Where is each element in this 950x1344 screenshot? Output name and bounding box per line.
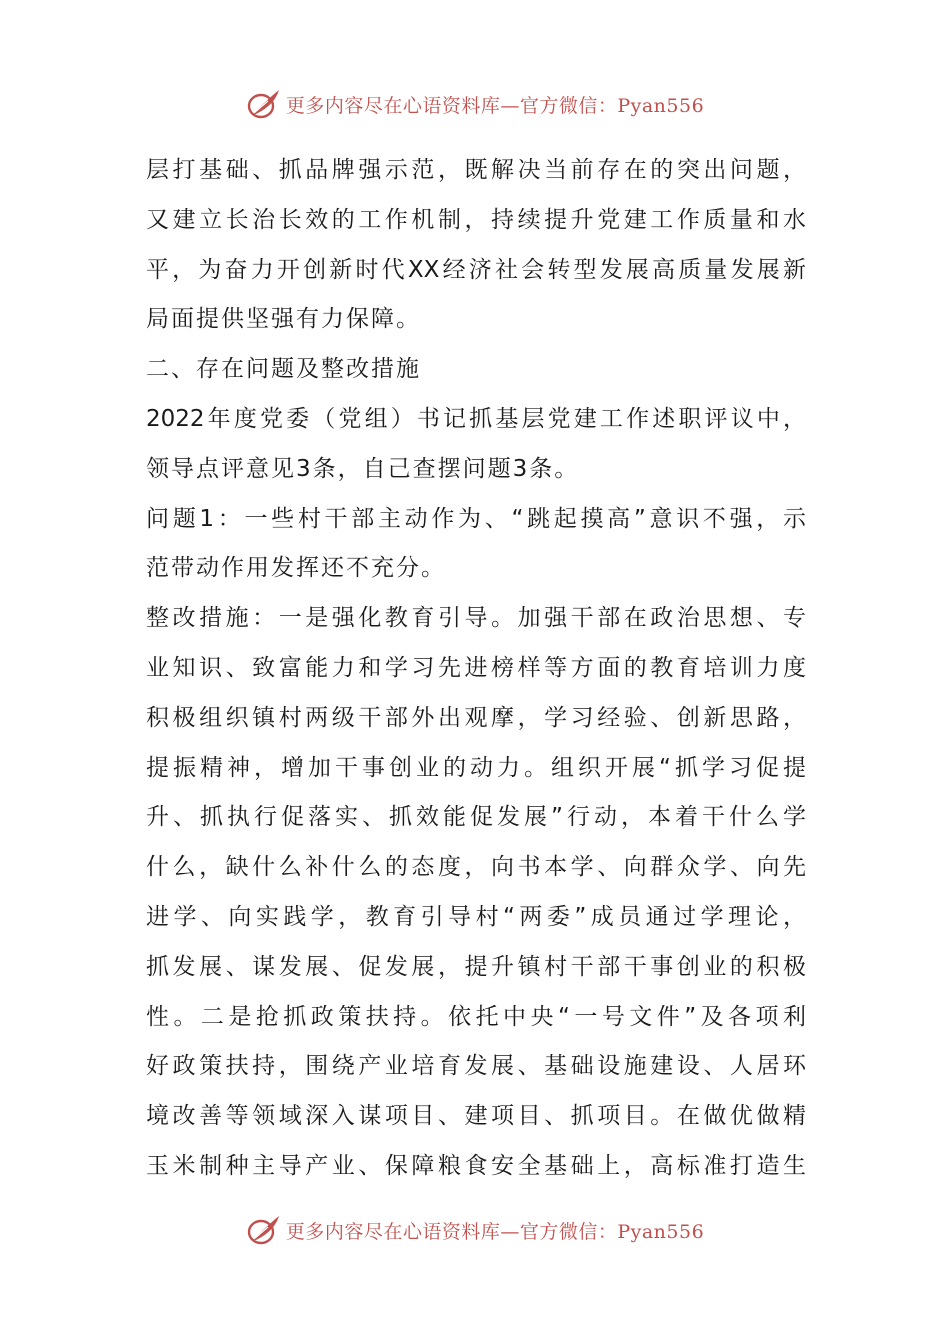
text-line: 抓发展、谋发展、促发展，提升镇村干部干事创业的积极 bbox=[146, 953, 806, 980]
watermark-text: 更多内容尽在心语资料库—官方微信：Pyan556 bbox=[285, 1220, 705, 1243]
text-line: 境改善等领域深入谋项目、建项目、抓项目。在做优做精 bbox=[146, 1103, 806, 1130]
text-line: 性。二是抢抓政策扶持。依托中央“一号文件”及各项利 bbox=[146, 1003, 806, 1030]
section-heading: 二、存在问题及整改措施 bbox=[146, 356, 421, 383]
text-line: 升、抓执行促落实、抓效能促发展”行动，本着干什么学 bbox=[146, 804, 806, 831]
quill-pen-logo-icon bbox=[246, 1213, 282, 1247]
text-line: 问题1：一些村干部主动作为、“跳起摸高”意识不强，示 bbox=[146, 505, 806, 532]
header-watermark bbox=[0, 84, 950, 124]
text-line: 积极组织镇村两级干部外出观摩，学习经验、创新思路， bbox=[146, 704, 806, 731]
document-body bbox=[146, 146, 806, 1192]
text-line: 领导点评意见3条，自己查摆问题3条。 bbox=[146, 455, 580, 482]
watermark-text: 更多内容尽在心语资料库—官方微信：Pyan556 bbox=[285, 94, 705, 117]
text-line: 提振精神，增加干事创业的动力。组织开展“抓学习促提 bbox=[146, 754, 806, 781]
text-line: 局面提供坚强有力保障。 bbox=[146, 306, 421, 333]
text-line: 业知识、致富能力和学习先进榜样等方面的教育培训力度 bbox=[146, 654, 806, 681]
text-line: 好政策扶持，围绕产业培育发展、基础设施建设、人居环 bbox=[146, 1053, 806, 1080]
text-line: 2022年度党委（党组）书记抓基层党建工作述职评议中， bbox=[146, 405, 806, 432]
text-line: 范带动作用发挥还不充分。 bbox=[146, 555, 446, 582]
text-line: 整改措施：一是强化教育引导。加强干部在政治思想、专 bbox=[146, 605, 806, 632]
text-line: 什么，缺什么补什么的态度，向书本学、向群众学、向先 bbox=[146, 854, 806, 881]
text-line: 玉米制种主导产业、保障粮食安全基础上，高标准打造生 bbox=[146, 1152, 806, 1179]
footer-watermark bbox=[0, 1210, 950, 1250]
text-line: 又建立长治长效的工作机制，持续提升党建工作质量和水 bbox=[146, 206, 806, 233]
text-line: 平，为奋力开创新时代XX经济社会转型发展高质量发展新 bbox=[146, 256, 806, 283]
quill-pen-logo-icon bbox=[246, 87, 282, 121]
text-line: 层打基础、抓品牌强示范，既解决当前存在的突出问题， bbox=[146, 157, 806, 183]
text-line: 进学、向实践学，教育引导村“两委”成员通过学理论， bbox=[146, 903, 806, 930]
